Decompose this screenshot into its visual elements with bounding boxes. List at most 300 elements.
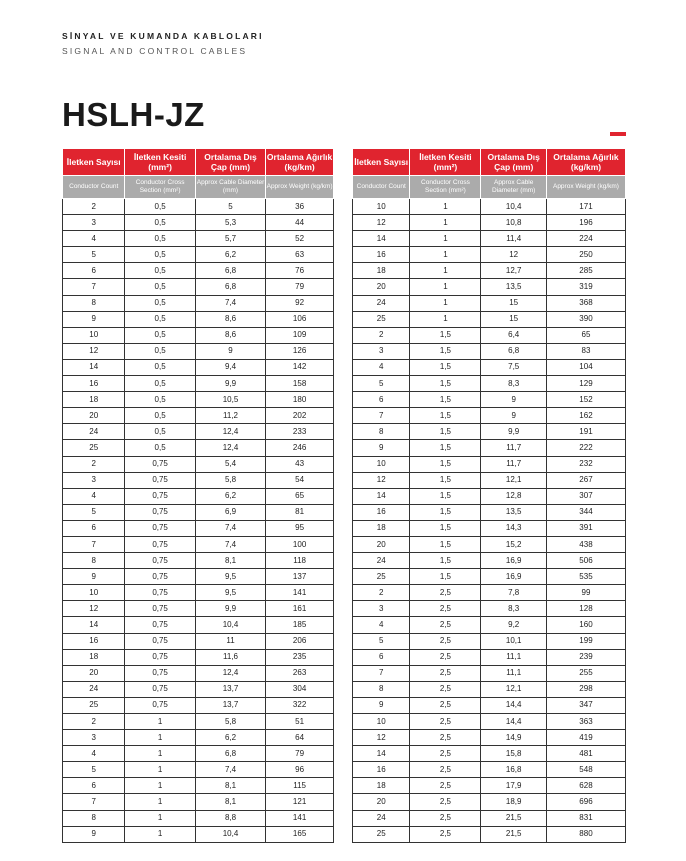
cell-cross-section: 2,5 [410, 649, 481, 665]
cell-cross-section: 1 [125, 746, 195, 762]
cell-weight: 92 [266, 295, 334, 311]
cell-conductor-count: 3 [353, 343, 410, 359]
cell-conductor-count: 24 [63, 681, 125, 697]
table-row [353, 263, 626, 279]
cell-cross-section: 1,5 [410, 359, 481, 375]
cell-weight: 118 [266, 553, 334, 569]
cell-weight: 152 [546, 392, 625, 408]
cell-conductor-count: 10 [353, 456, 410, 472]
cell-conductor-count: 6 [63, 263, 125, 279]
cell-conductor-count: 16 [353, 504, 410, 520]
table-row [353, 199, 626, 215]
cell-diameter: 9,4 [195, 359, 265, 375]
col-subheader-cross-section: Conductor Cross Section (mm²) [125, 176, 195, 199]
cell-conductor-count: 4 [353, 359, 410, 375]
cell-diameter: 21,5 [481, 810, 547, 826]
table-row [353, 215, 626, 231]
cell-weight: 115 [266, 778, 334, 794]
cell-conductor-count: 16 [63, 376, 125, 392]
cell-cross-section: 2,5 [410, 810, 481, 826]
cell-weight: 126 [266, 343, 334, 359]
cell-weight: 267 [546, 472, 625, 488]
table-row [63, 569, 334, 585]
cell-cross-section: 0,5 [125, 295, 195, 311]
cell-conductor-count: 5 [63, 247, 125, 263]
cell-cross-section: 0,5 [125, 392, 195, 408]
table-row [63, 199, 334, 215]
cell-diameter: 5,3 [195, 215, 265, 231]
cell-conductor-count: 12 [63, 601, 125, 617]
cell-weight: 54 [266, 472, 334, 488]
col-subheader-conductor-count: Conductor Count [353, 176, 410, 199]
table-row [353, 408, 626, 424]
table-row [353, 424, 626, 440]
table-row [63, 247, 334, 263]
table-row [353, 311, 626, 327]
table-row [353, 327, 626, 343]
cell-weight: 481 [546, 746, 625, 762]
cell-conductor-count: 3 [63, 215, 125, 231]
cell-conductor-count: 8 [63, 810, 125, 826]
cell-weight: 83 [546, 343, 625, 359]
table-row [353, 794, 626, 810]
cell-diameter: 13,5 [481, 279, 547, 295]
cell-weight: 391 [546, 520, 625, 536]
cell-cross-section: 1,5 [410, 488, 481, 504]
cell-diameter: 11,7 [481, 456, 547, 472]
cell-conductor-count: 20 [63, 408, 125, 424]
col-header-conductor-count: İletken Sayısı [353, 149, 410, 176]
table-row [63, 472, 334, 488]
cell-diameter: 12,4 [195, 440, 265, 456]
cell-conductor-count: 3 [63, 730, 125, 746]
cell-cross-section: 1,5 [410, 504, 481, 520]
cell-weight: 250 [546, 247, 625, 263]
cell-cross-section: 0,75 [125, 681, 195, 697]
col-subheader-diameter: Approx Cable Diameter (mm) [481, 176, 547, 199]
table-row [63, 649, 334, 665]
cell-cross-section: 0,75 [125, 504, 195, 520]
cell-weight: 390 [546, 311, 625, 327]
cell-weight: 347 [546, 697, 625, 713]
table-row [353, 681, 626, 697]
cell-cross-section: 1 [410, 263, 481, 279]
cell-diameter: 7,4 [195, 762, 265, 778]
cell-cross-section: 2,5 [410, 617, 481, 633]
cell-cross-section: 0,5 [125, 359, 195, 375]
cell-diameter: 12,1 [481, 681, 547, 697]
cell-conductor-count: 8 [63, 553, 125, 569]
table-row [353, 569, 626, 585]
cell-weight: 239 [546, 649, 625, 665]
cell-conductor-count: 8 [353, 424, 410, 440]
cell-conductor-count: 14 [63, 617, 125, 633]
table-row [353, 279, 626, 295]
cell-diameter: 14,4 [481, 697, 547, 713]
cell-conductor-count: 10 [353, 714, 410, 730]
cell-weight: 438 [546, 536, 625, 552]
cell-diameter: 10,5 [195, 392, 265, 408]
cell-diameter: 21,5 [481, 826, 547, 842]
cell-conductor-count: 9 [63, 569, 125, 585]
cell-conductor-count: 16 [63, 633, 125, 649]
cell-diameter: 7,4 [195, 536, 265, 552]
cell-diameter: 9 [481, 392, 547, 408]
cell-weight: 222 [546, 440, 625, 456]
table-row [63, 826, 334, 842]
cell-weight: 304 [266, 681, 334, 697]
table-body [63, 199, 334, 843]
cell-conductor-count: 18 [353, 520, 410, 536]
cell-conductor-count: 2 [63, 456, 125, 472]
cell-conductor-count: 24 [353, 295, 410, 311]
cell-cross-section: 1,5 [410, 440, 481, 456]
cell-diameter: 7,4 [195, 520, 265, 536]
cell-diameter: 7,5 [481, 359, 547, 375]
table-row [353, 697, 626, 713]
cell-weight: 79 [266, 279, 334, 295]
cell-cross-section: 2,5 [410, 665, 481, 681]
cell-cross-section: 0,75 [125, 520, 195, 536]
cell-cross-section: 1,5 [410, 327, 481, 343]
cell-weight: 162 [546, 408, 625, 424]
table-row [63, 343, 334, 359]
cell-weight: 165 [266, 826, 334, 842]
cell-cross-section: 0,5 [125, 408, 195, 424]
cell-cross-section: 1,5 [410, 424, 481, 440]
table-row [353, 247, 626, 263]
cell-conductor-count: 12 [63, 343, 125, 359]
cell-weight: 43 [266, 456, 334, 472]
cell-conductor-count: 18 [63, 392, 125, 408]
col-header-weight: Ortalama Ağırlık (kg/km) [266, 149, 334, 176]
table-row [63, 520, 334, 536]
cell-weight: 363 [546, 714, 625, 730]
table-row [353, 746, 626, 762]
table-row [63, 231, 334, 247]
cell-cross-section: 1,5 [410, 343, 481, 359]
cell-conductor-count: 25 [63, 440, 125, 456]
cell-weight: 52 [266, 231, 334, 247]
col-header-cross-section: İletken Kesiti (mm²) [410, 149, 481, 176]
cell-diameter: 9,2 [481, 617, 547, 633]
cell-conductor-count: 5 [63, 762, 125, 778]
table-row [63, 553, 334, 569]
cell-diameter: 9,5 [195, 585, 265, 601]
cell-diameter: 10,1 [481, 633, 547, 649]
table-row [63, 504, 334, 520]
cell-conductor-count: 18 [353, 263, 410, 279]
cell-diameter: 5,8 [195, 472, 265, 488]
spec-table-right [352, 148, 626, 843]
cell-weight: 95 [266, 520, 334, 536]
cell-weight: 141 [266, 810, 334, 826]
table-row [63, 585, 334, 601]
category-title-tr: SİNYAL VE KUMANDA KABLOLARI [62, 31, 264, 41]
cell-conductor-count: 10 [63, 327, 125, 343]
cell-diameter: 14,9 [481, 730, 547, 746]
cell-conductor-count: 2 [63, 199, 125, 215]
cell-cross-section: 0,5 [125, 263, 195, 279]
cell-conductor-count: 25 [353, 569, 410, 585]
cell-weight: 548 [546, 762, 625, 778]
cell-conductor-count: 25 [353, 311, 410, 327]
table-row [353, 665, 626, 681]
table-row [353, 295, 626, 311]
cell-conductor-count: 12 [353, 215, 410, 231]
cell-weight: 96 [266, 762, 334, 778]
table-row [63, 392, 334, 408]
cell-cross-section: 2,5 [410, 714, 481, 730]
cell-weight: 696 [546, 794, 625, 810]
table-row [353, 343, 626, 359]
cell-diameter: 12,8 [481, 488, 547, 504]
table-row [353, 456, 626, 472]
cell-diameter: 8,3 [481, 376, 547, 392]
cell-cross-section: 1 [410, 199, 481, 215]
table-row [353, 504, 626, 520]
cell-conductor-count: 14 [353, 488, 410, 504]
col-header-diameter: Ortalama Dış Çap (mm) [195, 149, 265, 176]
cell-cross-section: 1,5 [410, 408, 481, 424]
table-row [63, 617, 334, 633]
cell-weight: 65 [546, 327, 625, 343]
cell-diameter: 8,3 [481, 601, 547, 617]
cell-diameter: 16,9 [481, 553, 547, 569]
cell-conductor-count: 12 [353, 472, 410, 488]
table-row [353, 601, 626, 617]
table-row [63, 697, 334, 713]
cell-conductor-count: 24 [353, 810, 410, 826]
table-row [353, 649, 626, 665]
col-subheader-diameter: Approx Cable Diameter (mm) [195, 176, 265, 199]
cell-conductor-count: 3 [353, 601, 410, 617]
cell-cross-section: 0,5 [125, 343, 195, 359]
cell-diameter: 13,5 [481, 504, 547, 520]
table-row [353, 617, 626, 633]
cell-weight: 263 [266, 665, 334, 681]
cell-diameter: 16,9 [481, 569, 547, 585]
table-row [353, 762, 626, 778]
cell-cross-section: 2,5 [410, 730, 481, 746]
cell-cross-section: 1,5 [410, 472, 481, 488]
accent-bar [610, 132, 626, 136]
header-row-tr [353, 149, 626, 176]
cell-weight: 235 [266, 649, 334, 665]
cell-diameter: 11,2 [195, 408, 265, 424]
table-row [63, 359, 334, 375]
cell-diameter: 6,2 [195, 488, 265, 504]
cell-cross-section: 1,5 [410, 553, 481, 569]
cell-diameter: 10,8 [481, 215, 547, 231]
cell-diameter: 6,4 [481, 327, 547, 343]
cell-conductor-count: 18 [63, 649, 125, 665]
cell-weight: 206 [266, 633, 334, 649]
cell-weight: 199 [546, 633, 625, 649]
cell-conductor-count: 10 [353, 199, 410, 215]
cell-diameter: 14,4 [481, 714, 547, 730]
table-row [63, 279, 334, 295]
cell-weight: 180 [266, 392, 334, 408]
cell-diameter: 8,1 [195, 794, 265, 810]
table-row [353, 392, 626, 408]
table-row [63, 295, 334, 311]
table-row [353, 810, 626, 826]
table-row [63, 746, 334, 762]
cell-cross-section: 1 [410, 215, 481, 231]
cell-weight: 224 [546, 231, 625, 247]
cell-cross-section: 1,5 [410, 569, 481, 585]
cell-diameter: 8,6 [195, 311, 265, 327]
cell-cross-section: 0,75 [125, 553, 195, 569]
cell-cross-section: 1 [125, 810, 195, 826]
cell-cross-section: 0,75 [125, 488, 195, 504]
cell-cross-section: 0,5 [125, 311, 195, 327]
table-row [63, 810, 334, 826]
cell-weight: 196 [546, 215, 625, 231]
cell-weight: 142 [266, 359, 334, 375]
table-row [63, 714, 334, 730]
cell-weight: 506 [546, 553, 625, 569]
table-row [63, 263, 334, 279]
col-subheader-weight: Approx Weight (kg/km) [546, 176, 625, 199]
table-row [353, 714, 626, 730]
col-header-diameter: Ortalama Dış Çap (mm) [481, 149, 547, 176]
cell-weight: 158 [266, 376, 334, 392]
cell-weight: 831 [546, 810, 625, 826]
cell-cross-section: 1,5 [410, 520, 481, 536]
cell-cross-section: 2,5 [410, 601, 481, 617]
cell-diameter: 17,9 [481, 778, 547, 794]
cell-diameter: 6,2 [195, 730, 265, 746]
table-row [63, 215, 334, 231]
table-row [63, 665, 334, 681]
cell-cross-section: 1,5 [410, 536, 481, 552]
cell-weight: 419 [546, 730, 625, 746]
table-row [63, 794, 334, 810]
cell-conductor-count: 20 [353, 536, 410, 552]
table-row [353, 520, 626, 536]
table-row [353, 376, 626, 392]
table-row [353, 472, 626, 488]
cell-diameter: 7,4 [195, 295, 265, 311]
cell-weight: 233 [266, 424, 334, 440]
cell-conductor-count: 7 [63, 536, 125, 552]
cell-conductor-count: 20 [63, 665, 125, 681]
cell-cross-section: 2,5 [410, 762, 481, 778]
table-row [63, 311, 334, 327]
cell-diameter: 5,7 [195, 231, 265, 247]
table-row [63, 762, 334, 778]
cell-cross-section: 1,5 [410, 376, 481, 392]
cell-weight: 880 [546, 826, 625, 842]
table-row [63, 488, 334, 504]
cell-conductor-count: 4 [63, 746, 125, 762]
cell-diameter: 12,4 [195, 424, 265, 440]
cell-diameter: 5,4 [195, 456, 265, 472]
cell-conductor-count: 9 [63, 311, 125, 327]
cell-diameter: 12,1 [481, 472, 547, 488]
cell-weight: 368 [546, 295, 625, 311]
cell-cross-section: 1 [410, 311, 481, 327]
cell-cross-section: 0,5 [125, 279, 195, 295]
cell-conductor-count: 5 [63, 504, 125, 520]
cell-conductor-count: 25 [353, 826, 410, 842]
table-row [353, 359, 626, 375]
cell-conductor-count: 6 [353, 649, 410, 665]
cell-weight: 137 [266, 569, 334, 585]
cell-conductor-count: 5 [353, 376, 410, 392]
cell-weight: 36 [266, 199, 334, 215]
cell-cross-section: 1 [125, 730, 195, 746]
cell-cross-section: 2,5 [410, 633, 481, 649]
cell-conductor-count: 24 [353, 553, 410, 569]
table-row [63, 424, 334, 440]
cell-conductor-count: 4 [63, 231, 125, 247]
cell-weight: 51 [266, 714, 334, 730]
cell-diameter: 12 [481, 247, 547, 263]
table-row [353, 536, 626, 552]
cell-diameter: 6,8 [195, 746, 265, 762]
cell-conductor-count: 7 [63, 279, 125, 295]
cell-diameter: 14,3 [481, 520, 547, 536]
cell-weight: 121 [266, 794, 334, 810]
cell-cross-section: 0,75 [125, 601, 195, 617]
cell-diameter: 15,2 [481, 536, 547, 552]
cell-diameter: 12,4 [195, 665, 265, 681]
cell-conductor-count: 7 [353, 665, 410, 681]
table-row [63, 536, 334, 552]
cell-weight: 255 [546, 665, 625, 681]
cell-diameter: 7,8 [481, 585, 547, 601]
cell-conductor-count: 4 [63, 488, 125, 504]
col-subheader-cross-section: Conductor Cross Section (mm²) [410, 176, 481, 199]
cell-conductor-count: 14 [353, 746, 410, 762]
cell-cross-section: 1 [125, 794, 195, 810]
cell-cross-section: 0,75 [125, 633, 195, 649]
cell-conductor-count: 8 [63, 295, 125, 311]
cell-cross-section: 0,75 [125, 649, 195, 665]
table-row [63, 408, 334, 424]
cell-cross-section: 2,5 [410, 585, 481, 601]
cell-diameter: 11,7 [481, 440, 547, 456]
cell-diameter: 12,7 [481, 263, 547, 279]
cell-weight: 322 [266, 697, 334, 713]
cell-diameter: 10,4 [195, 617, 265, 633]
cell-conductor-count: 9 [353, 440, 410, 456]
cell-conductor-count: 8 [353, 681, 410, 697]
cell-weight: 65 [266, 488, 334, 504]
cell-weight: 246 [266, 440, 334, 456]
cell-weight: 44 [266, 215, 334, 231]
cell-diameter: 6,8 [481, 343, 547, 359]
cell-weight: 344 [546, 504, 625, 520]
cell-weight: 64 [266, 730, 334, 746]
cell-weight: 628 [546, 778, 625, 794]
cell-cross-section: 1 [410, 247, 481, 263]
cell-cross-section: 0,75 [125, 472, 195, 488]
cell-cross-section: 0,5 [125, 247, 195, 263]
cell-diameter: 11,1 [481, 665, 547, 681]
cell-cross-section: 2,5 [410, 681, 481, 697]
cell-weight: 128 [546, 601, 625, 617]
cell-conductor-count: 6 [63, 520, 125, 536]
cell-diameter: 9,9 [195, 376, 265, 392]
cell-diameter: 10,4 [195, 826, 265, 842]
cell-diameter: 6,8 [195, 279, 265, 295]
cell-cross-section: 0,75 [125, 665, 195, 681]
cell-weight: 109 [266, 327, 334, 343]
